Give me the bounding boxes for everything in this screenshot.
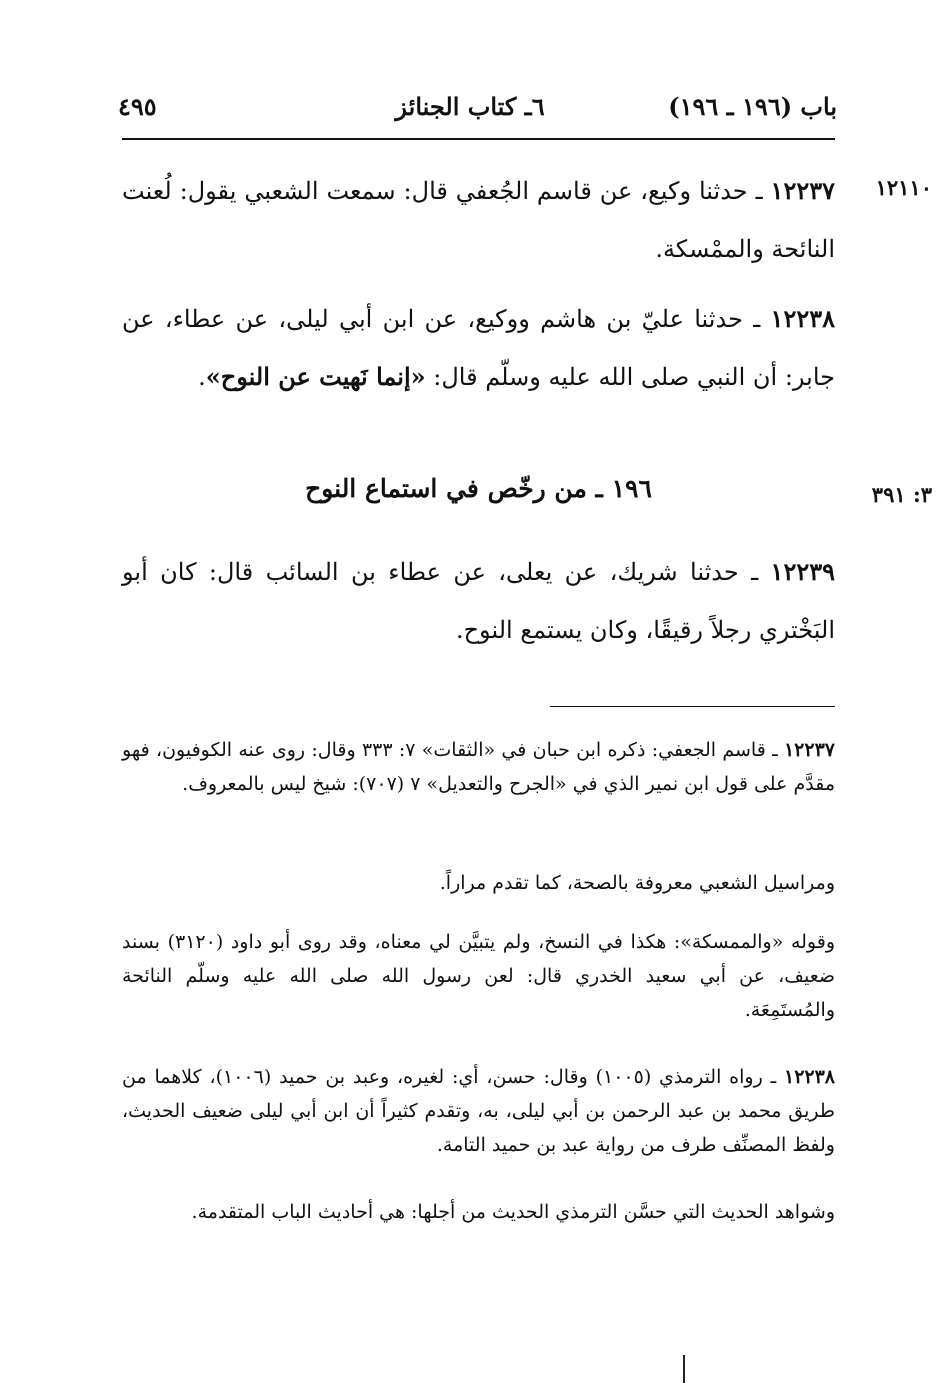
hadith-end: . [198, 363, 206, 391]
header-section-range: باب (١٩٦ ـ ١٩٦) [668, 92, 837, 121]
footnote-text: ـ قاسم الجعفي: ذكره ابن حبان في «الثقات» ٧: ٣٣٣ وقال: روى عنه الكوفيون، فهو مقدَّم على قول ابن نمير الذي في «الجرح والتعديل» ٧ (٧٠٧): شيخ ليس بالمعروف. [122, 739, 835, 795]
margin-reference: ٣: ٣٩١ [871, 482, 932, 507]
footnote [122, 1195, 835, 1229]
header-book-title: ٦ـ كتاب الجنائز [395, 92, 545, 121]
footnote-number: ١٢٢٣٨ [783, 1066, 836, 1088]
header-rule [122, 138, 835, 140]
chapter-title: ١٩٦ ـ من رخّص في استماع النوح [305, 474, 652, 503]
footnote-text: وقوله «والممسكة»: هكذا في النسخ، ولم يتبيَّن لي معناه، وقد روى أبو داود (٣١٢٠) بسند ضعيف، عن أبي سعيد الخدري قال: لعن رسول الله صلى الله عليه وسلّم النائحة والمُستَمِعَة. [122, 931, 835, 1021]
margin-reference: ١٢١١٠ [875, 175, 932, 200]
hadith-number: ١٢٢٣٧ [770, 176, 835, 205]
hadith-number: ١٢٢٣٩ [770, 557, 835, 586]
footnote [122, 866, 835, 900]
page-number: ٤٩٥ [118, 92, 157, 121]
hadith-paragraph [122, 543, 835, 659]
footnote-text: ـ رواه الترمذي (١٠٠٥) وقال: حسن، أي: لغيره، وعبد بن حميد (١٠٠٦)، كلاهما من طريق محمد بن عبد الرحمن بن أبي ليلى، به، وتقدم كثيراً أن ابن أبي ليلى ضعيف الحديث، ولفظ المصنِّف طرف من رواية عبد بن حميد التامة. [122, 1066, 835, 1156]
footnote-number: ١٢٢٣٧ [783, 739, 835, 761]
page-edge-mark [683, 1355, 685, 1383]
footnote [122, 1060, 835, 1162]
hadith-text: ـ حدثنا شريك، عن يعلى، عن عطاء بن السائب قال: كان أبو البَخْتري رجلاً رقيقًا، وكان يستمع النوح. [122, 558, 835, 644]
hadith-paragraph [122, 162, 835, 278]
footnote-text: ومراسيل الشعبي معروفة بالصحة، كما تقدم مراراً. [439, 872, 835, 894]
footnote [122, 925, 835, 1027]
hadith-quote: «إنما نَهيت عن النوح» [205, 362, 426, 391]
footnote [122, 733, 835, 801]
hadith-paragraph [122, 290, 835, 406]
footnote-rule [550, 706, 835, 707]
hadith-number: ١٢٢٣٨ [770, 304, 835, 333]
hadith-text: ـ حدثنا عليّ بن هاشم ووكيع، عن ابن أبي ليلى، عن عطاء، عن جابر: أن النبي صلى الله عليه وسلّم قال: [122, 305, 835, 391]
hadith-text: ـ حدثنا وكيع، عن قاسم الجُعفي قال: سمعت الشعبي يقول: لُعنت النائحة والممْسكة. [122, 177, 835, 263]
footnote-text: وشواهد الحديث التي حسَّن الترمذي الحديث من أجلها: هي أحاديث الباب المتقدمة. [191, 1201, 835, 1223]
